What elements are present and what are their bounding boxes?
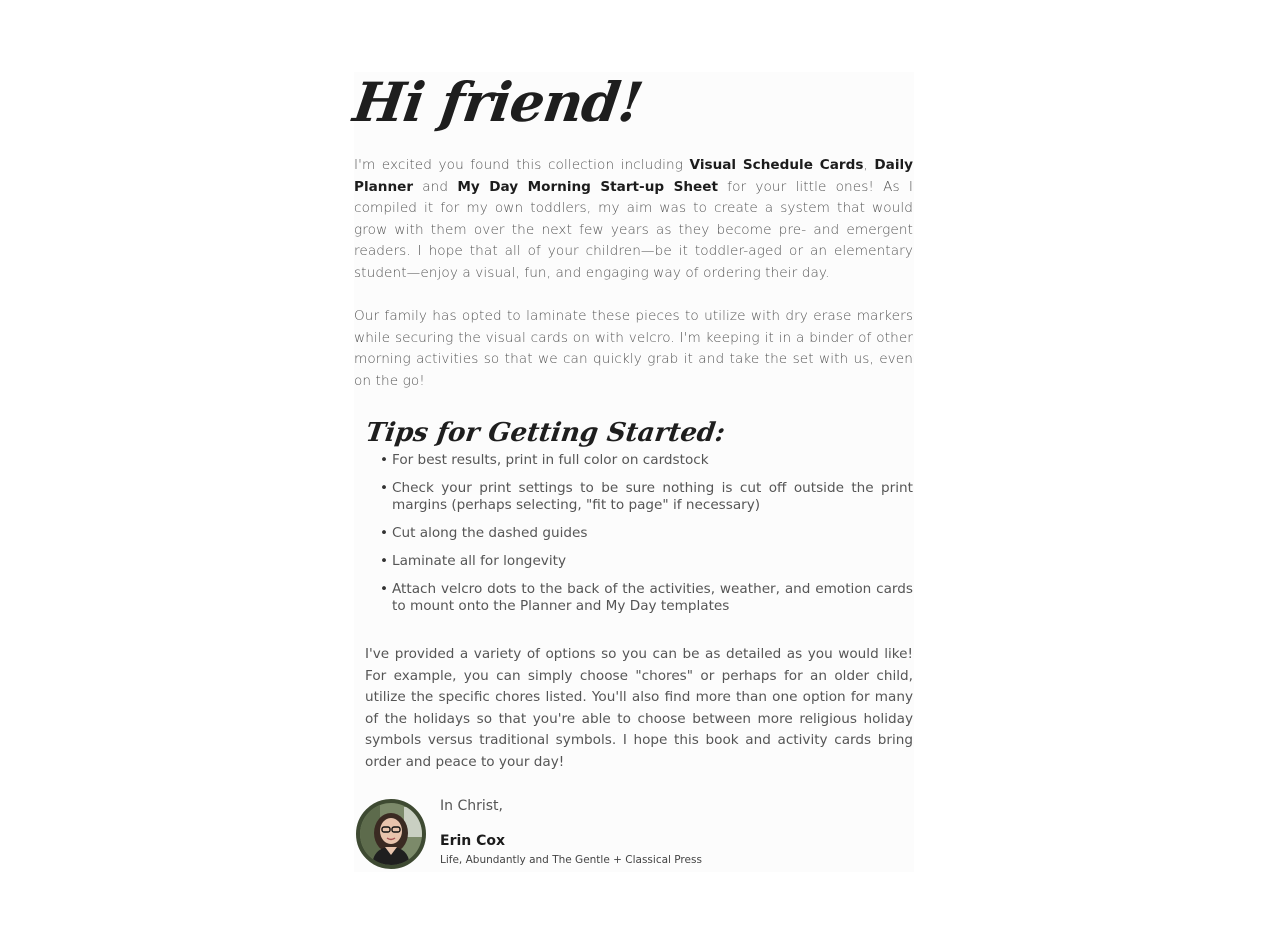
author-portrait-icon <box>360 803 422 865</box>
tip-item <box>380 480 913 514</box>
bullet-icon: • <box>380 452 389 468</box>
tip-item <box>380 553 913 570</box>
tips-heading: Tips for Getting Started: <box>363 418 727 448</box>
intro-bold-visual-schedule-cards: Visual Schedule Cards <box>689 157 864 173</box>
intro-bold-my-day-sheet: My Day Morning Start-up Sheet <box>457 178 718 195</box>
options-paragraph: I've provided a variety of options so you can be as detailed as you would like! For example, you can simply choose "chores" or perhaps for an older child, utilize the specific chores listed. You'll also find more than one option for many of the holidays so that you're able to choose between more religious holiday symbols versus traditional symbols. I hope this book and activity cards bring order and peace to your day! <box>365 646 913 770</box>
intro-paragraph <box>354 155 913 284</box>
tip-text: Cut along the dashed guides <box>392 525 588 541</box>
author-avatar <box>356 799 426 869</box>
intro-text-1: I'm excited you found this collection including <box>354 157 690 173</box>
signer-affiliation: Life, Abundantly and The Gentle + Classical Press <box>440 854 702 866</box>
intro-bold-daily-planner: Daily Planner <box>354 157 913 195</box>
tip-text: Laminate all for longevity <box>392 553 566 569</box>
tip-item <box>380 525 913 542</box>
bullet-icon: • <box>380 553 389 569</box>
tip-text: Attach velcro dots to the back of the activities, weather, and emotion cards to mount onto the Planner and My Day templates <box>392 581 913 614</box>
intro-text-4: for your little ones! As I compiled it for my own toddlers, my aim was to create a system that would grow with them over the next few years as they become pre- and emergent readers. I hope that all of your children—be it toddler-aged or an elementary student—enjoy a visual, fun, and engaging way of ordering their day. <box>354 178 913 281</box>
bullet-icon: • <box>380 525 389 541</box>
bullet-icon: • <box>380 581 389 597</box>
signer-name: Erin Cox <box>440 833 506 849</box>
tip-text: Check your print settings to be sure nothing is cut off outside the print margins (perhaps selecting, "fit to page" if necessary) <box>392 480 913 513</box>
greeting-heading: Hi friend! <box>349 70 647 134</box>
laminate-paragraph: Our family has opted to laminate these pieces to utilize with dry erase markers while securing the visual cards on with velcro. I'm keeping it in a binder of other morning activities so that we can quickly grab it and take the set with us, even on the go! <box>354 308 913 389</box>
closing-line: In Christ, <box>440 798 503 814</box>
tip-item <box>380 581 913 615</box>
tips-list <box>380 452 913 626</box>
intro-text-3: and <box>413 178 458 195</box>
intro-text-2: , <box>863 157 875 173</box>
tip-item <box>380 452 913 469</box>
bullet-icon: • <box>380 480 389 496</box>
tip-text: For best results, print in full color on cardstock <box>392 452 709 468</box>
